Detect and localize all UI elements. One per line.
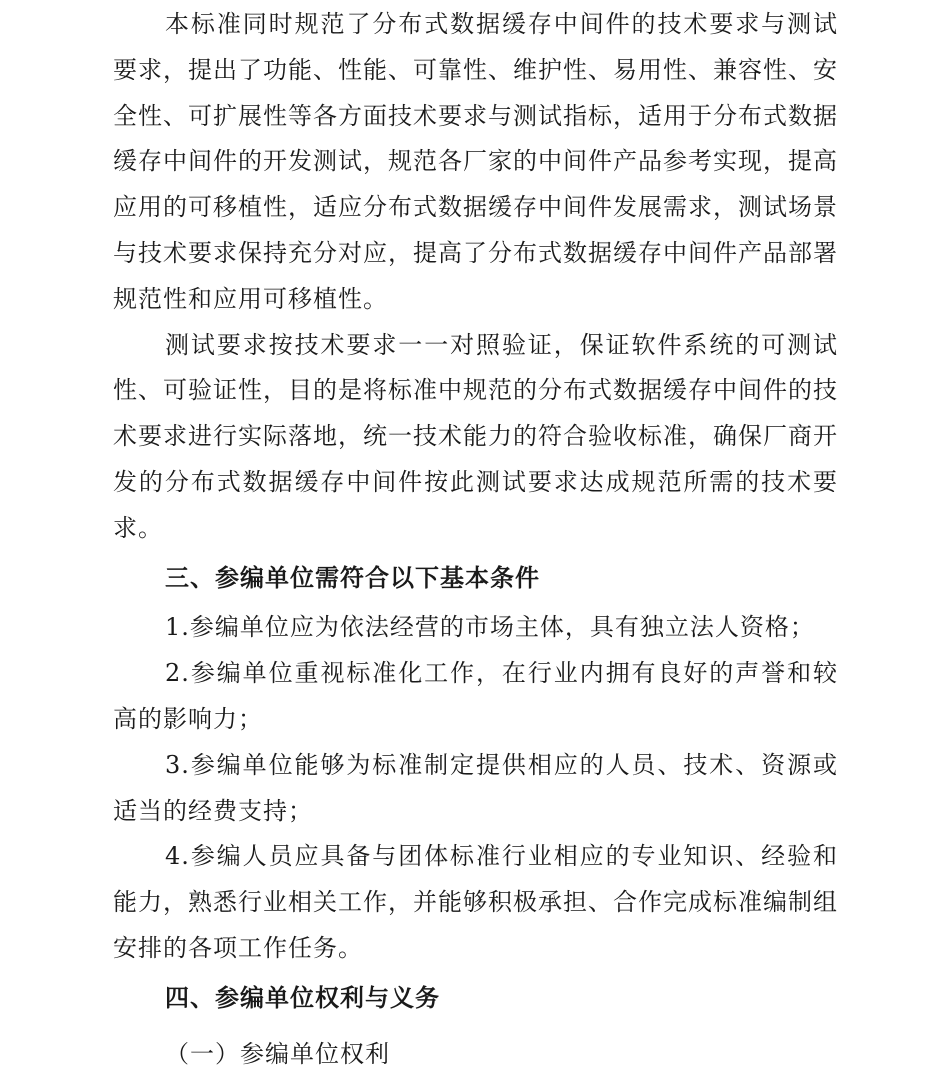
condition-item-2: 2.参编单位重视标准化工作，在行业内拥有良好的声誉和较高的影响力； <box>113 659 838 733</box>
section-heading-rights-obligations: 四、参编单位权利与义务 <box>165 983 440 1012</box>
condition-item-1: 1.参编单位应为依法经营的市场主体，具有独立法人资格； <box>165 613 815 642</box>
section-heading-conditions: 三、参编单位需符合以下基本条件 <box>165 563 540 592</box>
paragraph-standard-scope: 本标准同时规范了分布式数据缓存中间件的技术要求与测试要求，提出了功能、性能、可靠性、维护性、易用性、兼容性、安全性、可扩展性等各方面技术要求与测试指标，适用于分布式数据缓存中间件的开发测试，规范各厂家的中间件产品参考实现，提高应用的可移植性，适应分布式数据缓存中间件发展需求，测试场景与技术要求保持充分对应，提高了分布式数据缓存中间件产品部署规范性和应用可移植性。 <box>113 10 838 313</box>
paragraph-test-requirements: 测试要求按技术要求一一对照验证，保证软件系统的可测试性、可验证性，目的是将标准中规范的分布式数据缓存中间件的技术要求进行实际落地，统一技术能力的符合验收标准，确保厂商开发的分布式数据缓存中间件按此测试要求达成规范所需的技术要求。 <box>113 330 838 542</box>
condition-item-3: 3.参编单位能够为标准制定提供相应的人员、技术、资源或适当的经费支持； <box>113 750 838 825</box>
subsection-heading-rights: （一）参编单位权利 <box>165 1039 390 1068</box>
condition-item-4: 4.参编人员应具备与团体标准行业相应的专业知识、经验和能力，熟悉行业相关工作，并能够积极承担、合作完成标准编制组安排的各项工作任务。 <box>113 842 838 962</box>
document-body <box>113 2 838 1077</box>
